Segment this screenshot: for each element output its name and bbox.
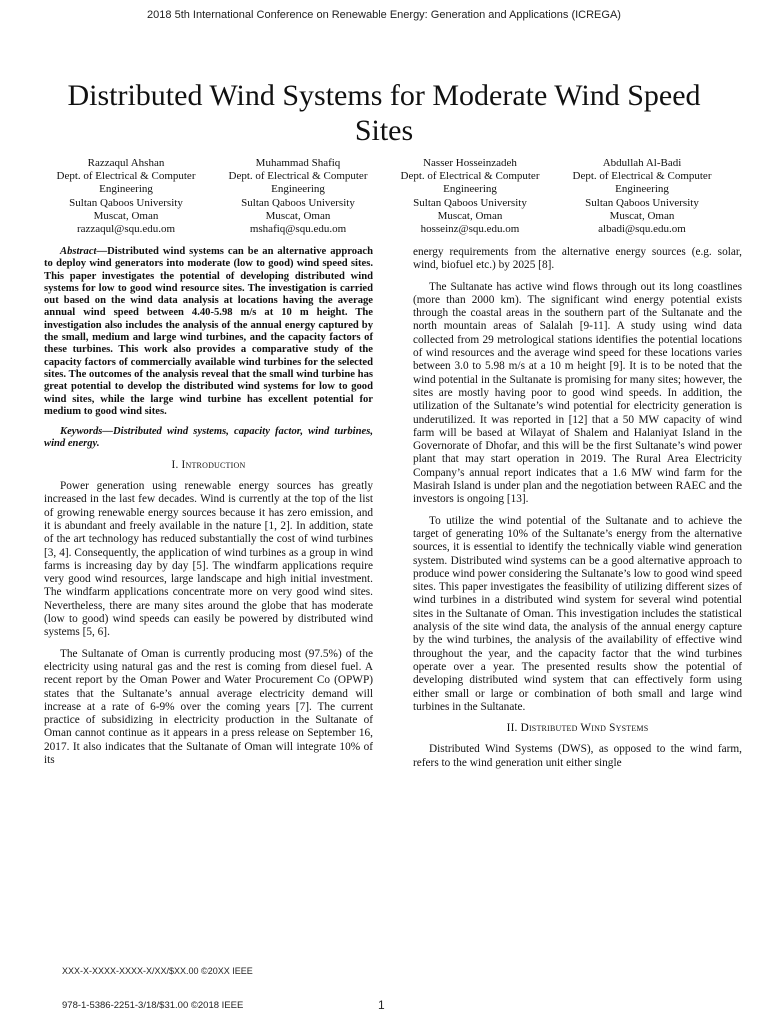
- author-4: [556, 157, 728, 236]
- author-email: razzaqul@squ.edu.om: [76, 223, 176, 236]
- author-email: mshafiq@squ.edu.om: [249, 223, 347, 236]
- author-dept-cont: Engineering: [271, 183, 325, 196]
- author-dept-cont: Engineering: [443, 183, 497, 196]
- section-heading-distributed-wind: II. Distributed Wind Systems: [506, 722, 649, 735]
- author-dept-cont: Engineering: [615, 183, 669, 196]
- abstract-text: —Distributed wind systems can be an alternative approach to deploy wind generators into moderate (low to good) wind speed sites. This paper investigates the potential of developing distributed wind systems for low to good wind resource sites. The investigation is carried out based on the wind data analysis at locations having the average annual wind speed between 4.40-5.98 m/s at 10 m height. The investigation also includes the analysis of the annual energy captured by the small, medium and large wind turbines, and the capacity factors of these turbines. This work also provides a comparative study of the capacity factors of commercially available wind turbines for the selected sites. The outcomes of the analysis reveal that the small wind turbine has great potential to develop the distributed wind systems for low to good wind sites, while the large wind turbine has excellent potential for medium to good wind sites.: [44, 246, 373, 417]
- author-name: Razzaqul Ahshan: [87, 157, 165, 169]
- paragraph-continued: energy requirements from the alternative energy sources (e.g. solar, wind, biofuel etc.) by 2025 [8].: [413, 246, 742, 272]
- author-city: Muscat, Oman: [265, 209, 331, 222]
- author-name: Muhammad Shafiq: [255, 157, 341, 169]
- section-heading-introduction: I. Introduction: [171, 458, 246, 471]
- author-name: Abdullah Al-Badi: [602, 157, 682, 169]
- copyright-placeholder: XXX-X-XXXX-XXXX-X/XX/$XX.00 ©20XX IEEE: [62, 966, 253, 976]
- paragraph: To utilize the wind potential of the Sultanate and to achieve the target of generating 10% of the Sultanate’s energy from the alternative sources, it is essential to identify the technically viable wind generation system. Distributed wind systems can be a good alternative approach to produce wind power considering the Sultanate’s low to good wind speed sites. This paper investigates the feasibility of utilizing different sizes of wind turbines in a distributed wind system for several wind potential sites in the Sultanate of Oman. This investigation includes the statistical analysis of the site wind data, the analysis of the annual energy capture by the wind turbines, the analysis of the availability of effective wind throughout the year, and the capacity factor that the wind turbines operate over a year. The presented results show the potential of developing distributed wind system that can effectively form using either small or large or combination of both small and large wind turbines in the Sultanate.: [413, 514, 742, 713]
- paragraph: The Sultanate has active wind flows through out its long coastlines (more than 2000 km). The significant wind energy potential exists through the coastal areas in the southern part of the Sultanate and the north mountain areas of Salalah [9-11]. A study using wind data collected from 29 metrological stations identifies the potential locations of wind resources and the average wind speed for these locations varies between 3.0 to 5.98 m/s at a 10 m height [9]. It is to be noted that the wind potential in the Sultanate is promising for many sites; however, the sites are mostly having poor to good wind speeds. In addition, the utilization of the Sultanate’s wind potential for electricity generation is underutilized. It was reported in [12] that a 50 MW capacity of wind farm will be based at Wilayat of Shalem and Halaniyat Island in the Governorate of Dhofar, and this will be the first Sultanate’s wind power plant that may start operation in 2019. The Rural Area Electricity Company’s annual report indicates that a 1.6 MW wind farm for the Masirah Island is under plan and the negotiation between RAEC and the investors is ongoing [13].: [413, 280, 742, 506]
- author-university: Sultan Qaboos University: [585, 196, 699, 209]
- conference-header: 2018 5th International Conference on Renewable Energy: Generation and Applications (ICREGA): [147, 9, 621, 21]
- isbn-line: 978-1-5386-2251-3/18/$31.00 ©2018 IEEE: [62, 1000, 244, 1011]
- abstract: [44, 246, 373, 418]
- author-dept: Dept. of Electrical & Computer: [228, 170, 368, 183]
- left-column: [44, 246, 373, 775]
- author-university: Sultan Qaboos University: [241, 196, 355, 209]
- author-name: Nasser Hosseinzadeh: [423, 157, 517, 169]
- author-dept: Dept. of Electrical & Computer: [400, 170, 540, 183]
- paragraph: Distributed Wind Systems (DWS), as opposed to the wind farm, refers to the wind generation unit either single: [413, 743, 742, 769]
- author-dept: Dept. of Electrical & Computer: [572, 170, 712, 183]
- keywords: Keywords—Distributed wind systems, capacity factor, wind turbines, wind energy.: [44, 426, 373, 450]
- author-university: Sultan Qaboos University: [69, 196, 183, 209]
- paper-title: Distributed Wind Systems for Moderate Wind Speed Sites: [67, 79, 701, 147]
- author-3: [384, 157, 556, 236]
- page-number: 1: [378, 998, 385, 1012]
- paragraph: Power generation using renewable energy sources has greatly increased in the last few decades. Wind is currently at the top of the list of growing renewable energy sources because it has zero emission, and it is abundant and freely available in the nature [1, 2]. In addition, state of the art technology has reduced substantially the cost of wind turbines [3, 4]. Consequently, the application of wind turbines as a group in wind farms is increasing day by day [5]. The windfarm applications require very good wind resources, large landscape and high initial investment. The windfarm applications concentrate more on very good wind sites. Nevertheless, there are many sites around the globe that has moderate (low to good) wind speeds can easily be powered by distributed wind systems [5, 6].: [44, 480, 373, 639]
- author-dept: Dept. of Electrical & Computer: [56, 170, 196, 183]
- abstract-label: Abstract: [60, 246, 97, 257]
- author-email: hosseinz@squ.edu.om: [420, 223, 520, 236]
- author-2: [212, 157, 384, 236]
- right-column: [413, 246, 742, 778]
- author-block: [40, 157, 728, 236]
- paragraph: The Sultanate of Oman is currently producing most (97.5%) of the electricity using natural gas and the rest is coming from diesel fuel. A recent report by the Oman Power and Water Procurement Co (OPWP) states that the Sultanate’s annual average electricity demand will increase at a rate of 6-9% over the coming years [7]. The current practice of subsidizing in electricity production in the Sultanate of Oman cannot continue as it appears in a press release on September 16, 2017. It also indicates that the Sultanate of Oman will integrate 10% of its: [44, 647, 373, 766]
- author-university: Sultan Qaboos University: [413, 196, 527, 209]
- author-email: albadi@squ.edu.om: [598, 223, 686, 236]
- author-city: Muscat, Oman: [93, 209, 159, 222]
- author-city: Muscat, Oman: [437, 209, 503, 222]
- author-1: [40, 157, 212, 236]
- author-city: Muscat, Oman: [609, 209, 675, 222]
- author-dept-cont: Engineering: [99, 183, 153, 196]
